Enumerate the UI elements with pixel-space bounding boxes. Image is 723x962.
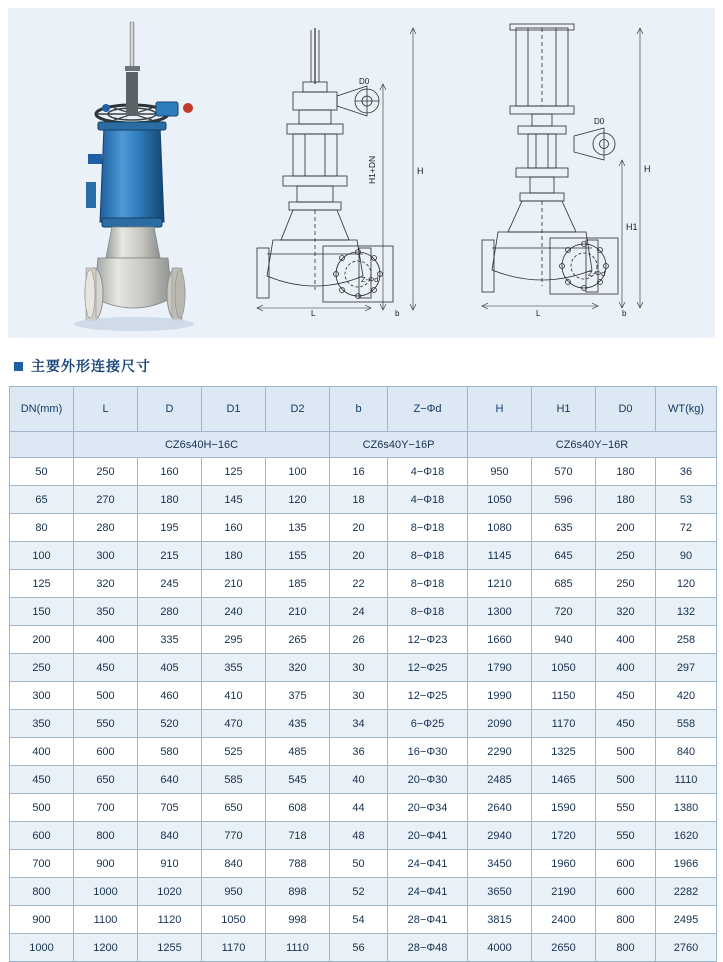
cell-l: 320	[74, 570, 138, 598]
cell-d2: 320	[266, 654, 330, 682]
cell-l: 900	[74, 850, 138, 878]
cell-d0: 400	[596, 626, 656, 654]
valve-line-drawing-middle	[257, 28, 424, 318]
cell-d: 520	[138, 710, 202, 738]
cell-h: 3650	[468, 878, 532, 906]
product-figure-panel	[8, 8, 715, 338]
cell-d: 640	[138, 766, 202, 794]
col-header-d0: D0	[596, 387, 656, 432]
cell-b: 34	[330, 710, 388, 738]
table-row	[10, 878, 717, 906]
cell-zd: 12−Φ25	[388, 682, 468, 710]
cell-h: 1210	[468, 570, 532, 598]
cell-zd: 16−Φ30	[388, 738, 468, 766]
cell-d0: 550	[596, 822, 656, 850]
valve-photo	[74, 22, 194, 331]
model-blank	[10, 432, 74, 458]
cell-b: 24	[330, 598, 388, 626]
cell-wt: 90	[656, 542, 717, 570]
cell-d0: 500	[596, 766, 656, 794]
cell-h1: 685	[532, 570, 596, 598]
cell-wt: 840	[656, 738, 717, 766]
cell-dn: 450	[10, 766, 74, 794]
cell-dn: 500	[10, 794, 74, 822]
cell-d1: 1050	[202, 906, 266, 934]
cell-dn: 800	[10, 878, 74, 906]
table-row	[10, 626, 717, 654]
valve-drawings	[8, 8, 715, 338]
table-row	[10, 570, 717, 598]
col-header-d: D	[138, 387, 202, 432]
cell-zd: 12−Φ25	[388, 654, 468, 682]
cell-d1: 585	[202, 766, 266, 794]
cell-d0: 800	[596, 934, 656, 962]
cell-zd: 20−Φ41	[388, 822, 468, 850]
cell-wt: 1966	[656, 850, 717, 878]
cell-h1: 2400	[532, 906, 596, 934]
cell-wt: 558	[656, 710, 717, 738]
cell-zd: 28−Φ48	[388, 934, 468, 962]
cell-h: 2290	[468, 738, 532, 766]
svg-text:b: b	[622, 309, 627, 318]
cell-l: 800	[74, 822, 138, 850]
cell-d: 1120	[138, 906, 202, 934]
cell-d1: 525	[202, 738, 266, 766]
table-row	[10, 766, 717, 794]
cell-h: 1990	[468, 682, 532, 710]
cell-wt: 120	[656, 570, 717, 598]
cell-h: 1300	[468, 598, 532, 626]
cell-d0: 180	[596, 458, 656, 486]
cell-wt: 1620	[656, 822, 717, 850]
cell-h: 2485	[468, 766, 532, 794]
cell-zd: 28−Φ41	[388, 906, 468, 934]
cell-h: 4000	[468, 934, 532, 962]
cell-wt: 258	[656, 626, 717, 654]
col-header-d1: D1	[202, 387, 266, 432]
cell-l: 300	[74, 542, 138, 570]
cell-d2: 485	[266, 738, 330, 766]
cell-h: 950	[468, 458, 532, 486]
cell-d0: 400	[596, 654, 656, 682]
cell-d1: 470	[202, 710, 266, 738]
cell-d: 180	[138, 486, 202, 514]
cell-d: 215	[138, 542, 202, 570]
table-row	[10, 514, 717, 542]
cell-wt: 1110	[656, 766, 717, 794]
model-row	[10, 432, 717, 458]
cell-h1: 570	[532, 458, 596, 486]
table-row	[10, 906, 717, 934]
svg-text:H1: H1	[626, 222, 638, 232]
cell-wt: 1380	[656, 794, 717, 822]
cell-d: 160	[138, 458, 202, 486]
cell-zd: 24−Φ41	[388, 850, 468, 878]
cell-d2: 100	[266, 458, 330, 486]
svg-text:Z-Φd: Z-Φd	[361, 275, 379, 284]
svg-text:H: H	[644, 164, 651, 174]
cell-h: 1790	[468, 654, 532, 682]
cell-d: 910	[138, 850, 202, 878]
cell-b: 18	[330, 486, 388, 514]
cell-b: 26	[330, 626, 388, 654]
cell-wt: 297	[656, 654, 717, 682]
cell-dn: 350	[10, 710, 74, 738]
cell-d2: 210	[266, 598, 330, 626]
cell-wt: 2760	[656, 934, 717, 962]
table-row	[10, 682, 717, 710]
cell-d1: 295	[202, 626, 266, 654]
cell-d2: 185	[266, 570, 330, 598]
col-header-zd: Z−Φd	[388, 387, 468, 432]
cell-h1: 1170	[532, 710, 596, 738]
table-row	[10, 934, 717, 962]
cell-b: 50	[330, 850, 388, 878]
model-cz6s40y-16p: CZ6s40Y−16P	[330, 432, 468, 458]
cell-d1: 125	[202, 458, 266, 486]
table-row	[10, 794, 717, 822]
col-header-l: L	[74, 387, 138, 432]
table-row	[10, 486, 717, 514]
cell-dn: 150	[10, 598, 74, 626]
cell-l: 250	[74, 458, 138, 486]
cell-l: 450	[74, 654, 138, 682]
cell-h: 1145	[468, 542, 532, 570]
cell-d1: 180	[202, 542, 266, 570]
table-row	[10, 850, 717, 878]
svg-text:b: b	[395, 309, 400, 318]
svg-text:H1+DN: H1+DN	[367, 155, 377, 184]
cell-h: 2090	[468, 710, 532, 738]
cell-b: 36	[330, 738, 388, 766]
model-cz6s40h-16c: CZ6s40H−16C	[74, 432, 330, 458]
cell-d0: 600	[596, 878, 656, 906]
cell-wt: 2495	[656, 906, 717, 934]
svg-text:L: L	[536, 309, 541, 318]
cell-d0: 450	[596, 682, 656, 710]
cell-d2: 788	[266, 850, 330, 878]
cell-d: 1255	[138, 934, 202, 962]
cell-l: 600	[74, 738, 138, 766]
cell-d: 405	[138, 654, 202, 682]
cell-wt: 72	[656, 514, 717, 542]
cell-h1: 1325	[532, 738, 596, 766]
cell-d2: 265	[266, 626, 330, 654]
cell-dn: 80	[10, 514, 74, 542]
svg-text:D0: D0	[359, 77, 370, 86]
cell-h: 1660	[468, 626, 532, 654]
cell-b: 22	[330, 570, 388, 598]
cell-d0: 250	[596, 570, 656, 598]
cell-wt: 53	[656, 486, 717, 514]
col-header-h1: H1	[532, 387, 596, 432]
cell-d2: 718	[266, 822, 330, 850]
cell-h: 3815	[468, 906, 532, 934]
cell-h1: 1960	[532, 850, 596, 878]
cell-l: 550	[74, 710, 138, 738]
cell-d0: 200	[596, 514, 656, 542]
cell-d1: 240	[202, 598, 266, 626]
cell-zd: 8−Φ18	[388, 514, 468, 542]
cell-d1: 160	[202, 514, 266, 542]
cell-zd: 4−Φ18	[388, 486, 468, 514]
cell-d1: 145	[202, 486, 266, 514]
cell-d0: 800	[596, 906, 656, 934]
cell-d0: 450	[596, 710, 656, 738]
cell-b: 20	[330, 542, 388, 570]
cell-zd: 4−Φ18	[388, 458, 468, 486]
cell-l: 400	[74, 626, 138, 654]
cell-d0: 600	[596, 850, 656, 878]
cell-d: 195	[138, 514, 202, 542]
cell-h1: 1150	[532, 682, 596, 710]
cell-h1: 1590	[532, 794, 596, 822]
cell-d: 335	[138, 626, 202, 654]
cell-d: 1020	[138, 878, 202, 906]
cell-h1: 635	[532, 514, 596, 542]
cell-d2: 608	[266, 794, 330, 822]
cell-h: 2640	[468, 794, 532, 822]
cell-h1: 596	[532, 486, 596, 514]
cell-d1: 210	[202, 570, 266, 598]
cell-dn: 1000	[10, 934, 74, 962]
cell-h: 3450	[468, 850, 532, 878]
cell-l: 270	[74, 486, 138, 514]
cell-l: 500	[74, 682, 138, 710]
cell-h: 1050	[468, 486, 532, 514]
cell-dn: 65	[10, 486, 74, 514]
table-row	[10, 542, 717, 570]
cell-dn: 400	[10, 738, 74, 766]
cell-d1: 1170	[202, 934, 266, 962]
cell-h1: 720	[532, 598, 596, 626]
svg-text:H: H	[417, 166, 424, 176]
cell-l: 1100	[74, 906, 138, 934]
cell-h1: 645	[532, 542, 596, 570]
cell-dn: 300	[10, 682, 74, 710]
cell-wt: 2282	[656, 878, 717, 906]
cell-d2: 120	[266, 486, 330, 514]
cell-d2: 998	[266, 906, 330, 934]
cell-d2: 435	[266, 710, 330, 738]
col-header-wt: WT(kg)	[656, 387, 717, 432]
cell-d0: 180	[596, 486, 656, 514]
cell-wt: 36	[656, 458, 717, 486]
cell-b: 52	[330, 878, 388, 906]
cell-d0: 320	[596, 598, 656, 626]
cell-h1: 1050	[532, 654, 596, 682]
cell-zd: 6−Φ25	[388, 710, 468, 738]
cell-wt: 132	[656, 598, 717, 626]
cell-d2: 375	[266, 682, 330, 710]
cell-h1: 940	[532, 626, 596, 654]
cell-d: 705	[138, 794, 202, 822]
cell-l: 280	[74, 514, 138, 542]
cell-d: 460	[138, 682, 202, 710]
cell-d0: 550	[596, 794, 656, 822]
cell-h: 2940	[468, 822, 532, 850]
cell-d1: 770	[202, 822, 266, 850]
svg-text:Z-Φd: Z-Φd	[588, 269, 606, 278]
cell-l: 1200	[74, 934, 138, 962]
cell-zd: 8−Φ18	[388, 598, 468, 626]
cell-l: 350	[74, 598, 138, 626]
cell-d: 580	[138, 738, 202, 766]
cell-dn: 200	[10, 626, 74, 654]
cell-zd: 8−Φ18	[388, 542, 468, 570]
cell-l: 650	[74, 766, 138, 794]
cell-dn: 100	[10, 542, 74, 570]
cell-d0: 500	[596, 738, 656, 766]
svg-text:D0: D0	[594, 117, 605, 126]
specs-table-wrapper	[9, 386, 714, 962]
svg-text:L: L	[311, 309, 316, 318]
col-header-d2: D2	[266, 387, 330, 432]
cell-d: 840	[138, 822, 202, 850]
cell-dn: 600	[10, 822, 74, 850]
table-row	[10, 822, 717, 850]
cell-dn: 250	[10, 654, 74, 682]
cell-zd: 12−Φ23	[388, 626, 468, 654]
cell-d2: 155	[266, 542, 330, 570]
cell-d1: 950	[202, 878, 266, 906]
cell-d2: 135	[266, 514, 330, 542]
cell-h: 1080	[468, 514, 532, 542]
table-row	[10, 738, 717, 766]
col-header-dn: DN(mm)	[10, 387, 74, 432]
cell-b: 44	[330, 794, 388, 822]
cell-b: 48	[330, 822, 388, 850]
cell-b: 16	[330, 458, 388, 486]
cell-b: 56	[330, 934, 388, 962]
cell-b: 20	[330, 514, 388, 542]
col-header-b: b	[330, 387, 388, 432]
cell-d2: 1110	[266, 934, 330, 962]
model-cz6s40y-16r: CZ6s40Y−16R	[468, 432, 717, 458]
cell-l: 700	[74, 794, 138, 822]
cell-b: 40	[330, 766, 388, 794]
cell-zd: 20−Φ34	[388, 794, 468, 822]
section-title: 主要外形连接尺寸	[31, 358, 151, 374]
cell-dn: 125	[10, 570, 74, 598]
table-header-row	[10, 387, 717, 432]
cell-d2: 545	[266, 766, 330, 794]
cell-wt: 420	[656, 682, 717, 710]
cell-b: 30	[330, 682, 388, 710]
table-row	[10, 458, 717, 486]
cell-zd: 24−Φ41	[388, 878, 468, 906]
section-heading	[14, 356, 723, 376]
cell-dn: 900	[10, 906, 74, 934]
col-header-h: H	[468, 387, 532, 432]
cell-zd: 8−Φ18	[388, 570, 468, 598]
cell-b: 54	[330, 906, 388, 934]
cell-d1: 650	[202, 794, 266, 822]
cell-zd: 20−Φ30	[388, 766, 468, 794]
cell-d: 280	[138, 598, 202, 626]
cell-b: 30	[330, 654, 388, 682]
cell-d1: 840	[202, 850, 266, 878]
bullet-icon	[14, 362, 23, 371]
cell-dn: 700	[10, 850, 74, 878]
cell-l: 1000	[74, 878, 138, 906]
table-row	[10, 654, 717, 682]
cell-dn: 50	[10, 458, 74, 486]
cell-d: 245	[138, 570, 202, 598]
cell-d1: 355	[202, 654, 266, 682]
table-row	[10, 598, 717, 626]
table-row	[10, 710, 717, 738]
cell-h1: 1720	[532, 822, 596, 850]
cell-h1: 1465	[532, 766, 596, 794]
cell-h1: 2190	[532, 878, 596, 906]
dimensions-table	[9, 386, 717, 962]
cell-d1: 410	[202, 682, 266, 710]
cell-h1: 2650	[532, 934, 596, 962]
valve-line-drawing-right	[482, 24, 651, 318]
cell-d2: 898	[266, 878, 330, 906]
cell-d0: 250	[596, 542, 656, 570]
